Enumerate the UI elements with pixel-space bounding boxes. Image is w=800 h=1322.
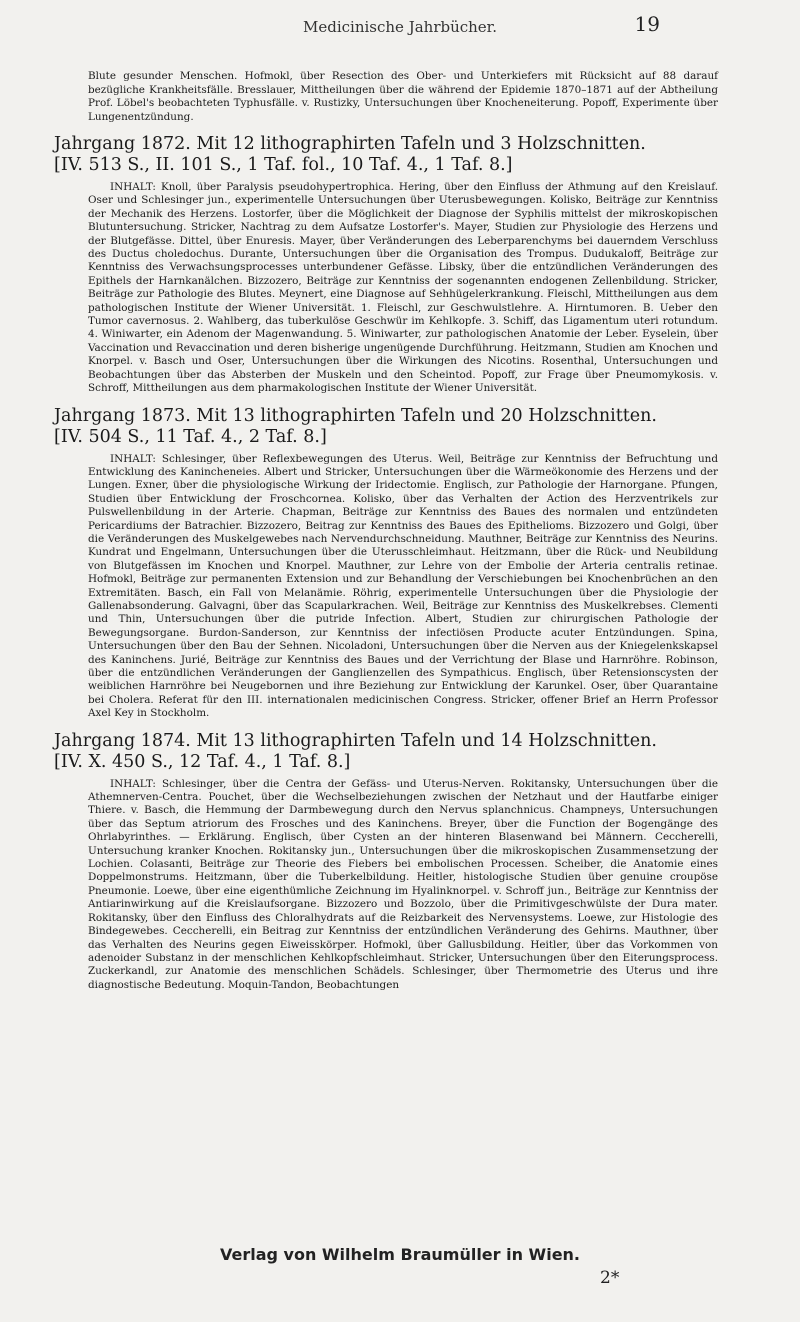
running-head: Medicinische Jahrbücher.: [303, 18, 497, 36]
volume-specs: [IV. 513 S., II. 101 S., 1 Taf. fol., 10 Taf. 4., 1 Taf. 8.]: [54, 155, 513, 175]
continued-paragraph: Blute gesunder Menschen. Hofmokl, über Resection des Ober- und Unterkiefers mit Rücksicht auf 88 darauf bezügliche Krankheitsfälle. Bresslauer, Mittheilungen über die während der Epidemie 1870–1871 auf der Abtheilung Prof. Löbel's beobachteten Typhusfälle. v. Rustizky, Untersuchungen über Knocheneiterung. Popoff, Experimente über Lungenentzündung.: [88, 70, 718, 123]
publisher-line: Verlag von Wilhelm Braumüller in Wien.: [219, 1245, 581, 1264]
year-section-1872: [54, 134, 718, 396]
year-heading: Jahrgang 1872. Mit 12 lithographirten Tafeln und 3 Holzschnitten.: [54, 134, 646, 154]
contents-paragraph: INHALT: Knoll, über Paralysis pseudohypertrophica. Hering, über den Einfluss der Athmung auf den Kreislauf. Oser und Schlesinger jun., experimentelle Untersuchungen über Uterusbewegungen. Kolisko, Beiträge zur Kenntniss der Mechanik des Herzens. Lostorfer, über die Möglichkeit der Diagnose der Syphilis mittelst der mikroskopischen Blutuntersuchung. Stricker, Nachtrag zu dem Aufsatze Lostorfer's. Mayer, Studien zur Physiologie des Herzens und der Blutgefässe. Dittel, über Enuresis. Mayer, über Veränderungen des Leberparenchyms bei dauerndem Verschluss des Ductus choledochus. Durante, Untersuchungen über die Organisation des Trompus. Dudukaloff, Beiträge zur Kenntniss des Verwachsungsprocesses unterbundener Gefässe. Libsky, über die entzündlichen Veränderungen des Epithels der Harnkanälchen. Bizzozero, Beiträge zur Kenntniss der sogenannten endogenen Zellenbildung. Stricker, Beiträge zur Pathologie des Blutes. Meynert, eine Diagnose auf Sehhügelerkrankung. Fleischl, Mittheilungen aus dem pathologischen Institute der Wiener Universität. 1. Fleischl, zur Geschwulstlehre. A. Hirntumoren. B. Ueber den Tumor cavernosus. 2. Wahlberg, das tuberkulöse Geschwür im Kehlkopfe. 3. Schiff, das Ligamentum uteri rotundum. 4. Winiwarter, ein Adenom der Magenwandung. 5. Winiwarter, zur pathologischen Anatomie der Leber. Eyselein, über Vaccination und Revaccination und deren bisherige ungenügende Durchführung. Heitzmann, Studien am Knochen und Knorpel. v. Basch und Oser, Untersuchungen über die Wirkungen des Nicotins. Rosenthal, Untersuchungen und Beobachtungen über das Absterben der Muskeln und den Scheintod. Popoff, zur Frage über Pneumomykosis. v. Schroff, Mittheilungen aus dem pharmakologischen Institute der Wiener Universität.: [88, 181, 718, 395]
page-content: [54, 70, 718, 998]
contents-paragraph: INHALT: Schlesinger, über Reflexbewegungen des Uterus. Weil, Beiträge zur Kenntniss der Befruchtung und Entwicklung des Kanincheneies. Albert und Stricker, Untersuchungen über die Wärmeökonomie des Herzens und der Lungen. Exner, über die physiologische Wirkung der Iridectomie. Englisch, zur Pathologie der Harnorgane. Pfungen, Studien über Entwicklung der Froschcornea. Kolisko, über das Verhalten der Action des Herzventrikels zur Pulswellenbildung in der Arterie. Chapman, Beiträge zur Kenntniss des Baues des normalen und entzündeten Pericardiums der Batrachier. Bizzozero, Beitrag zur Kenntniss des Baues des Epithelioms. Bizzozero und Golgi, über die Veränderungen des Muskelgewebes nach Nervendurchschneidung. Mauthner, Beiträge zur Kenntniss des Neurins. Kundrat und Engelmann, Untersuchungen über die Uterusschleimhaut. Heitzmann, über die Rück- und Neubildung von Blutgefässen im Knochen und Knorpel. Mauthner, zur Lehre von der Embolie der Arteria centralis retinae. Hofmokl, Beiträge zur permanenten Extension und zur Behandlung der Verschiebungen bei Knochenbrüchen an den Extremitäten. Basch, ein Fall von Melanämie. Röhrig, experimentelle Untersuchungen über die Physiologie der Gallenabsonderung. Galvagni, über das Scapularkrachen. Weil, Beiträge zur Kenntniss des Muskelkrebses. Clementi und Thin, Untersuchungen über die putride Infection. Albert, Studien zur chirurgischen Pathologie der Bewegungsorgane. Burdon-Sanderson, zur Kenntniss der infectiösen Producte acuter Entzündungen. Spina, Untersuchungen über den Bau der Sehnen. Nicoladoni, Untersuchungen über die Nerven aus der Kniegelenkskapsel des Kaninchens. Jurié, Beiträge zur Kenntniss des Baues und der Verrichtung der Blase und Harnröhre. Robinson, über die entzündlichen Veränderungen der Ganglienzellen des Sympathicus. Englisch, über Retensionscysten der weiblichen Harnröhre bei Neugebornen und ihre Beziehung zur Entwicklung der Karunkel. Oser, über Quarantaine bei Cholera. Referat für den III. internationalen medicinischen Congress. Stricker, offener Brief an Herrn Professor Axel Key in Stockholm.: [88, 452, 718, 720]
volume-specs: [IV. X. 450 S., 12 Taf. 4., 1 Taf. 8.]: [54, 751, 351, 772]
year-section-1873: [54, 405, 718, 721]
page-number: 19: [634, 12, 660, 36]
year-heading: Jahrgang 1873. Mit 13 lithographirten Tafeln und 20 Holzschnitten.: [54, 405, 657, 426]
contents-paragraph: INHALT: Schlesinger, über die Centra der Gefäss- und Uterus-Nerven. Rokitansky, Untersuchungen über die Athemnerven-Centra. Pouchet, über die Wechselbeziehungen zwischen der Netzhaut und der Hautfarbe einiger Thiere. v. Basch, die Hemmung der Darmbewegung durch den Nervus splanchnicus. Champneys, Untersuchungen über das Septum atriorum des Frosches und des Kaninchens. Breyer, über die Function der Bogengänge des Ohrlabyrinthes. — Erklärung. Englisch, über Cysten an der hinteren Blasenwand bei Männern. Ceccherelli, Untersuchung kranker Knochen. Rokitansky jun., Untersuchungen über die mikroskopischen Zusammensetzung der Lochien. Colasanti, Beiträge zur Theorie des Fiebers bei embolischen Processen. Scheiber, die Anatomie eines Doppelmonstrums. Heitzmann, über die Tuberkelbildung. Heitler, histologische Studien über genuine croupöse Pneumonie. Loewe, über eine eigenthümliche Zeichnung im Hyalinknorpel. v. Schroff jun., Beiträge zur Kenntniss der Antiarinwirkung auf die Kreislaufsorgane. Bizzozero und Bozzolo, über die Primitivgeschwülste der Dura mater. Rokitansky, über den Einfluss des Chloralhydrats auf die Reizbarkeit des Nervensystems. Loewe, zur Histologie des Bindegewebes. Ceccherelli, ein Beitrag zur Kenntniss der entzündlichen Veränderung des Gehirns. Mauthner, über das Verhalten des Neurins gegen Eiweisskörper. Hofmokl, über Gallusbildung. Heitler, über das Vorkommen von adenoider Substanz in der menschlichen Kehlkopfschleimhaut. Stricker, Untersuchungen über den Eiterungsprocess. Zuckerkandl, zur Anatomie des menschlichen Schädels. Schlesinger, über Thermometrie des Uterus und ihre diagnostische Bedeutung. Moquin-Tandon, Beobachtungen: [88, 777, 718, 991]
signature-mark: 2*: [600, 1268, 620, 1288]
year-section-1874: [54, 730, 718, 993]
volume-specs: [IV. 504 S., 11 Taf. 4., 2 Taf. 8.]: [54, 426, 327, 447]
year-heading: Jahrgang 1874. Mit 13 lithographirten Tafeln und 14 Holzschnitten.: [54, 730, 657, 751]
